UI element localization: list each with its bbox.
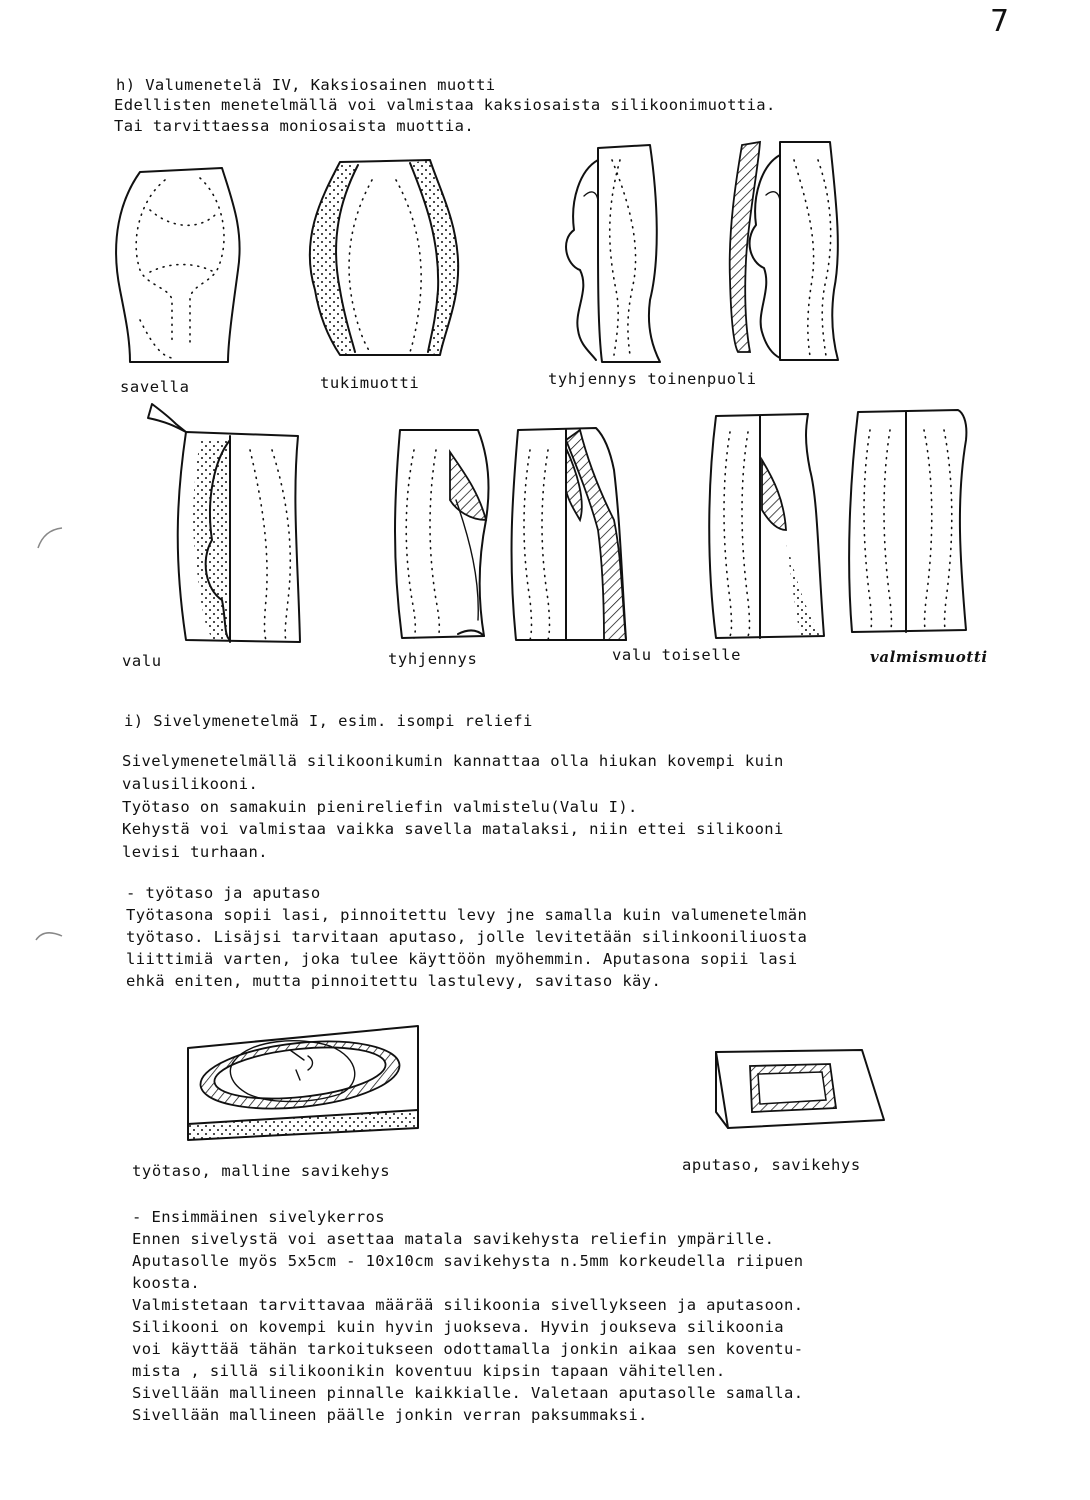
paragraph-1-line-5: levisi turhaan.: [122, 843, 268, 861]
heading-h-line-1: h) Valumenetelä IV, Kaksiosainen muotti: [116, 76, 496, 94]
paragraph-3-line-10: Sivellään mallineen päälle jonkin verran paksummaksi.: [132, 1406, 648, 1424]
caption-tyhjennys: tyhjennys: [388, 650, 478, 668]
figure-valmis-muotti-closed: [709, 414, 824, 638]
caption-valu: valu: [122, 652, 162, 670]
figure-toinenpuoli: [730, 142, 838, 360]
paragraph-1-line-4: Kehystä voi valmistaa vaikka savella matalaksi, niin ettei silikooni: [122, 820, 784, 838]
paragraph-2-line-2: Työtasona sopii lasi, pinnoitettu levy jne samalla kuin valumenetelmän: [126, 906, 808, 924]
caption-tyhjennys-toinenpuoli: tyhjennys toinenpuoli: [548, 370, 757, 388]
figure-tukimuotti: [310, 160, 458, 355]
paragraph-1-line-2: valusilikooni.: [122, 775, 259, 793]
paragraph-3-line-5: Valmistetaan tarvittavaa määrää silikoonia sivellykseen ja aputasoon.: [132, 1296, 804, 1314]
paragraph-3-line-9: Sivellään mallineen pinnalle kaikkialle. Valetaan aputasolle samalla.: [132, 1384, 804, 1402]
figure-tyhjennys-1: [566, 145, 660, 362]
paragraph-2-line-4: liittimiä varten, joka tulee käyttöön myöhemmin. Aputasona sopii lasi: [126, 950, 798, 968]
figure-valu: [148, 404, 300, 642]
caption-valu-toiselle: valu toiselle: [612, 646, 742, 664]
paragraph-3-line-4: koosta.: [132, 1274, 201, 1292]
paragraph-3-line-1: - Ensimmäinen sivelykerros: [132, 1208, 386, 1226]
caption-tukimuotti: tukimuotti: [320, 374, 420, 392]
figure-aputaso: [716, 1050, 884, 1128]
punch-hole-lower: [36, 933, 62, 940]
heading-h-line-3: Tai tarvittaessa moniosaista muottia.: [114, 117, 475, 135]
figure-savella: [116, 168, 240, 362]
paragraph-3-line-8: mista , sillä silikoonikin koventuu kipsin tapaan vähitellen.: [132, 1362, 726, 1380]
caption-savella: savella: [120, 378, 190, 396]
section-i-title: i) Sivelymenetelmä I, esim. isompi reliefi: [124, 712, 533, 730]
paragraph-3-line-7: voi käyttää tähän tarkoitukseen odottamalla jonkin aikaa sen koventu-: [132, 1340, 804, 1358]
paragraph-2-line-3: työtaso. Lisäjsi tarvitaan aputaso, jolle levitetään silinkooniliuosta: [126, 928, 808, 946]
paragraph-3-line-2: Ennen sivelystä voi asettaa matala savikehysta reliefin ympärille.: [132, 1230, 775, 1248]
paragraph-3-line-6: Silikooni on kovempi kuin hyvin juokseva. Hyvin joukseva silikoonia: [132, 1318, 785, 1336]
caption-tyotaso: työtaso, malline savikehys: [132, 1162, 391, 1180]
paragraph-1-line-3: Työtaso on samakuin pienireliefin valmistelu(Valu I).: [122, 798, 638, 816]
paragraph-1-line-1: Sivelymenetelmällä silikoonikumin kannattaa olla hiukan kovempi kuin: [122, 752, 784, 770]
paragraph-2-line-5: ehkä eniten, mutta pinnoitettu lastulevy, savitaso käy.: [126, 972, 662, 990]
caption-valmis-muotti: valmismuotti: [870, 648, 988, 666]
figure-tyhjennys-2: [395, 430, 488, 638]
paragraph-2-line-1: - työtaso ja aputaso: [126, 884, 321, 902]
figure-valu-toiselle: [512, 428, 626, 640]
figure-tyotaso: [188, 1026, 418, 1140]
page-number: 7: [990, 4, 1010, 39]
figure-valmis-muotti-open: [849, 410, 966, 632]
punch-hole-upper: [38, 528, 62, 548]
paragraph-3-line-3: Aputasolle myös 5x5cm - 10x10cm savikehysta n.5mm korkeudella riipuen: [132, 1252, 804, 1270]
heading-h-line-2: Edellisten menetelmällä voi valmistaa kaksiosaista silikoonimuottia.: [114, 96, 776, 114]
caption-aputaso: aputaso, savikehys: [682, 1156, 861, 1174]
